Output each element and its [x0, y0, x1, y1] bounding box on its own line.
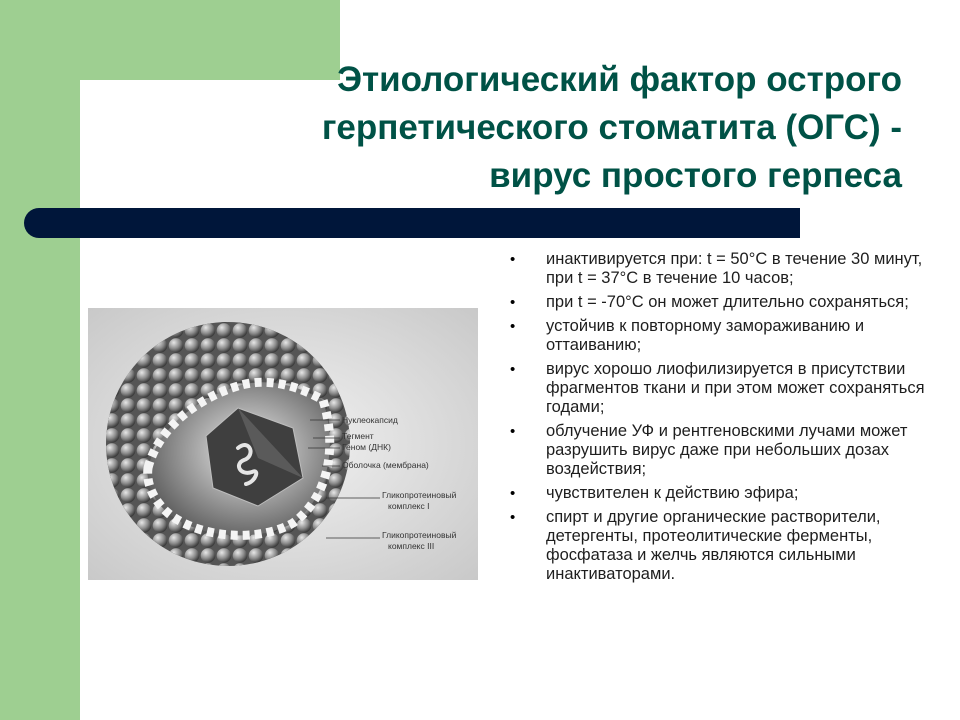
bullet-list [510, 250, 945, 589]
bullet-dot-icon: • [510, 361, 516, 378]
bullet-text: облучение УФ и рентгеновскими лучами может разрушить вирус даже при небольших дозах воздействия; [546, 422, 908, 478]
bullet-item [510, 250, 945, 288]
bullet-text: вирус хорошо лиофилизируется в присутствии фрагментов ткани и при этом может сохраняться годами; [546, 360, 925, 416]
label-genome: Геном (ДНК) [342, 442, 391, 452]
bullet-item [510, 508, 945, 584]
bullet-item [510, 484, 945, 503]
bullet-item [510, 317, 945, 355]
title-line-1: Этиологический фактор острого [337, 60, 902, 99]
bullet-dot-icon: • [510, 485, 516, 502]
virus-structure-diagram [88, 308, 478, 580]
bullet-text: инактивируется при: t = 50°С в течение 30 минут, при t = 37°С в течение 10 часов; [546, 250, 923, 287]
bullet-item [510, 293, 945, 312]
label-glyco1-line2: комплекс I [388, 501, 430, 511]
bullet-dot-icon: • [510, 251, 516, 268]
title-line-2: герпетического стоматита (ОГС) - [321, 108, 902, 147]
bullet-text: спирт и другие органические растворители, детергенты, протеолитические ферменты, фосфатаза и желчь являются сильными инактиваторами. [546, 508, 881, 583]
bullet-text: при t = -70°С он может длительно сохраняться; [546, 293, 909, 311]
bullet-text: устойчив к повторному замораживанию и оттаиванию; [546, 317, 865, 354]
label-glyco1-line1: Гликопротеиновый [382, 490, 457, 500]
slide-title [150, 56, 902, 200]
title-line-3: вирус простого герпеса [489, 156, 902, 195]
bullet-item [510, 422, 945, 479]
label-glyco3-line2: комплекс III [388, 541, 435, 551]
label-tegument: Тегмент [342, 431, 374, 441]
label-glyco3-line1: Гликопротеиновый [382, 530, 457, 540]
bullet-text: чувствителен к действию эфира; [546, 484, 799, 502]
label-nucleocapsid: Нуклеокапсид [342, 415, 398, 425]
bullet-item [510, 360, 945, 417]
title-divider-bar [24, 208, 800, 238]
green-side-panel [0, 0, 80, 720]
label-envelope: Оболочка (мембрана) [342, 460, 429, 470]
bullet-dot-icon: • [510, 318, 516, 335]
bullet-dot-icon: • [510, 294, 516, 311]
bullet-dot-icon: • [510, 509, 516, 526]
bullet-dot-icon: • [510, 423, 516, 440]
